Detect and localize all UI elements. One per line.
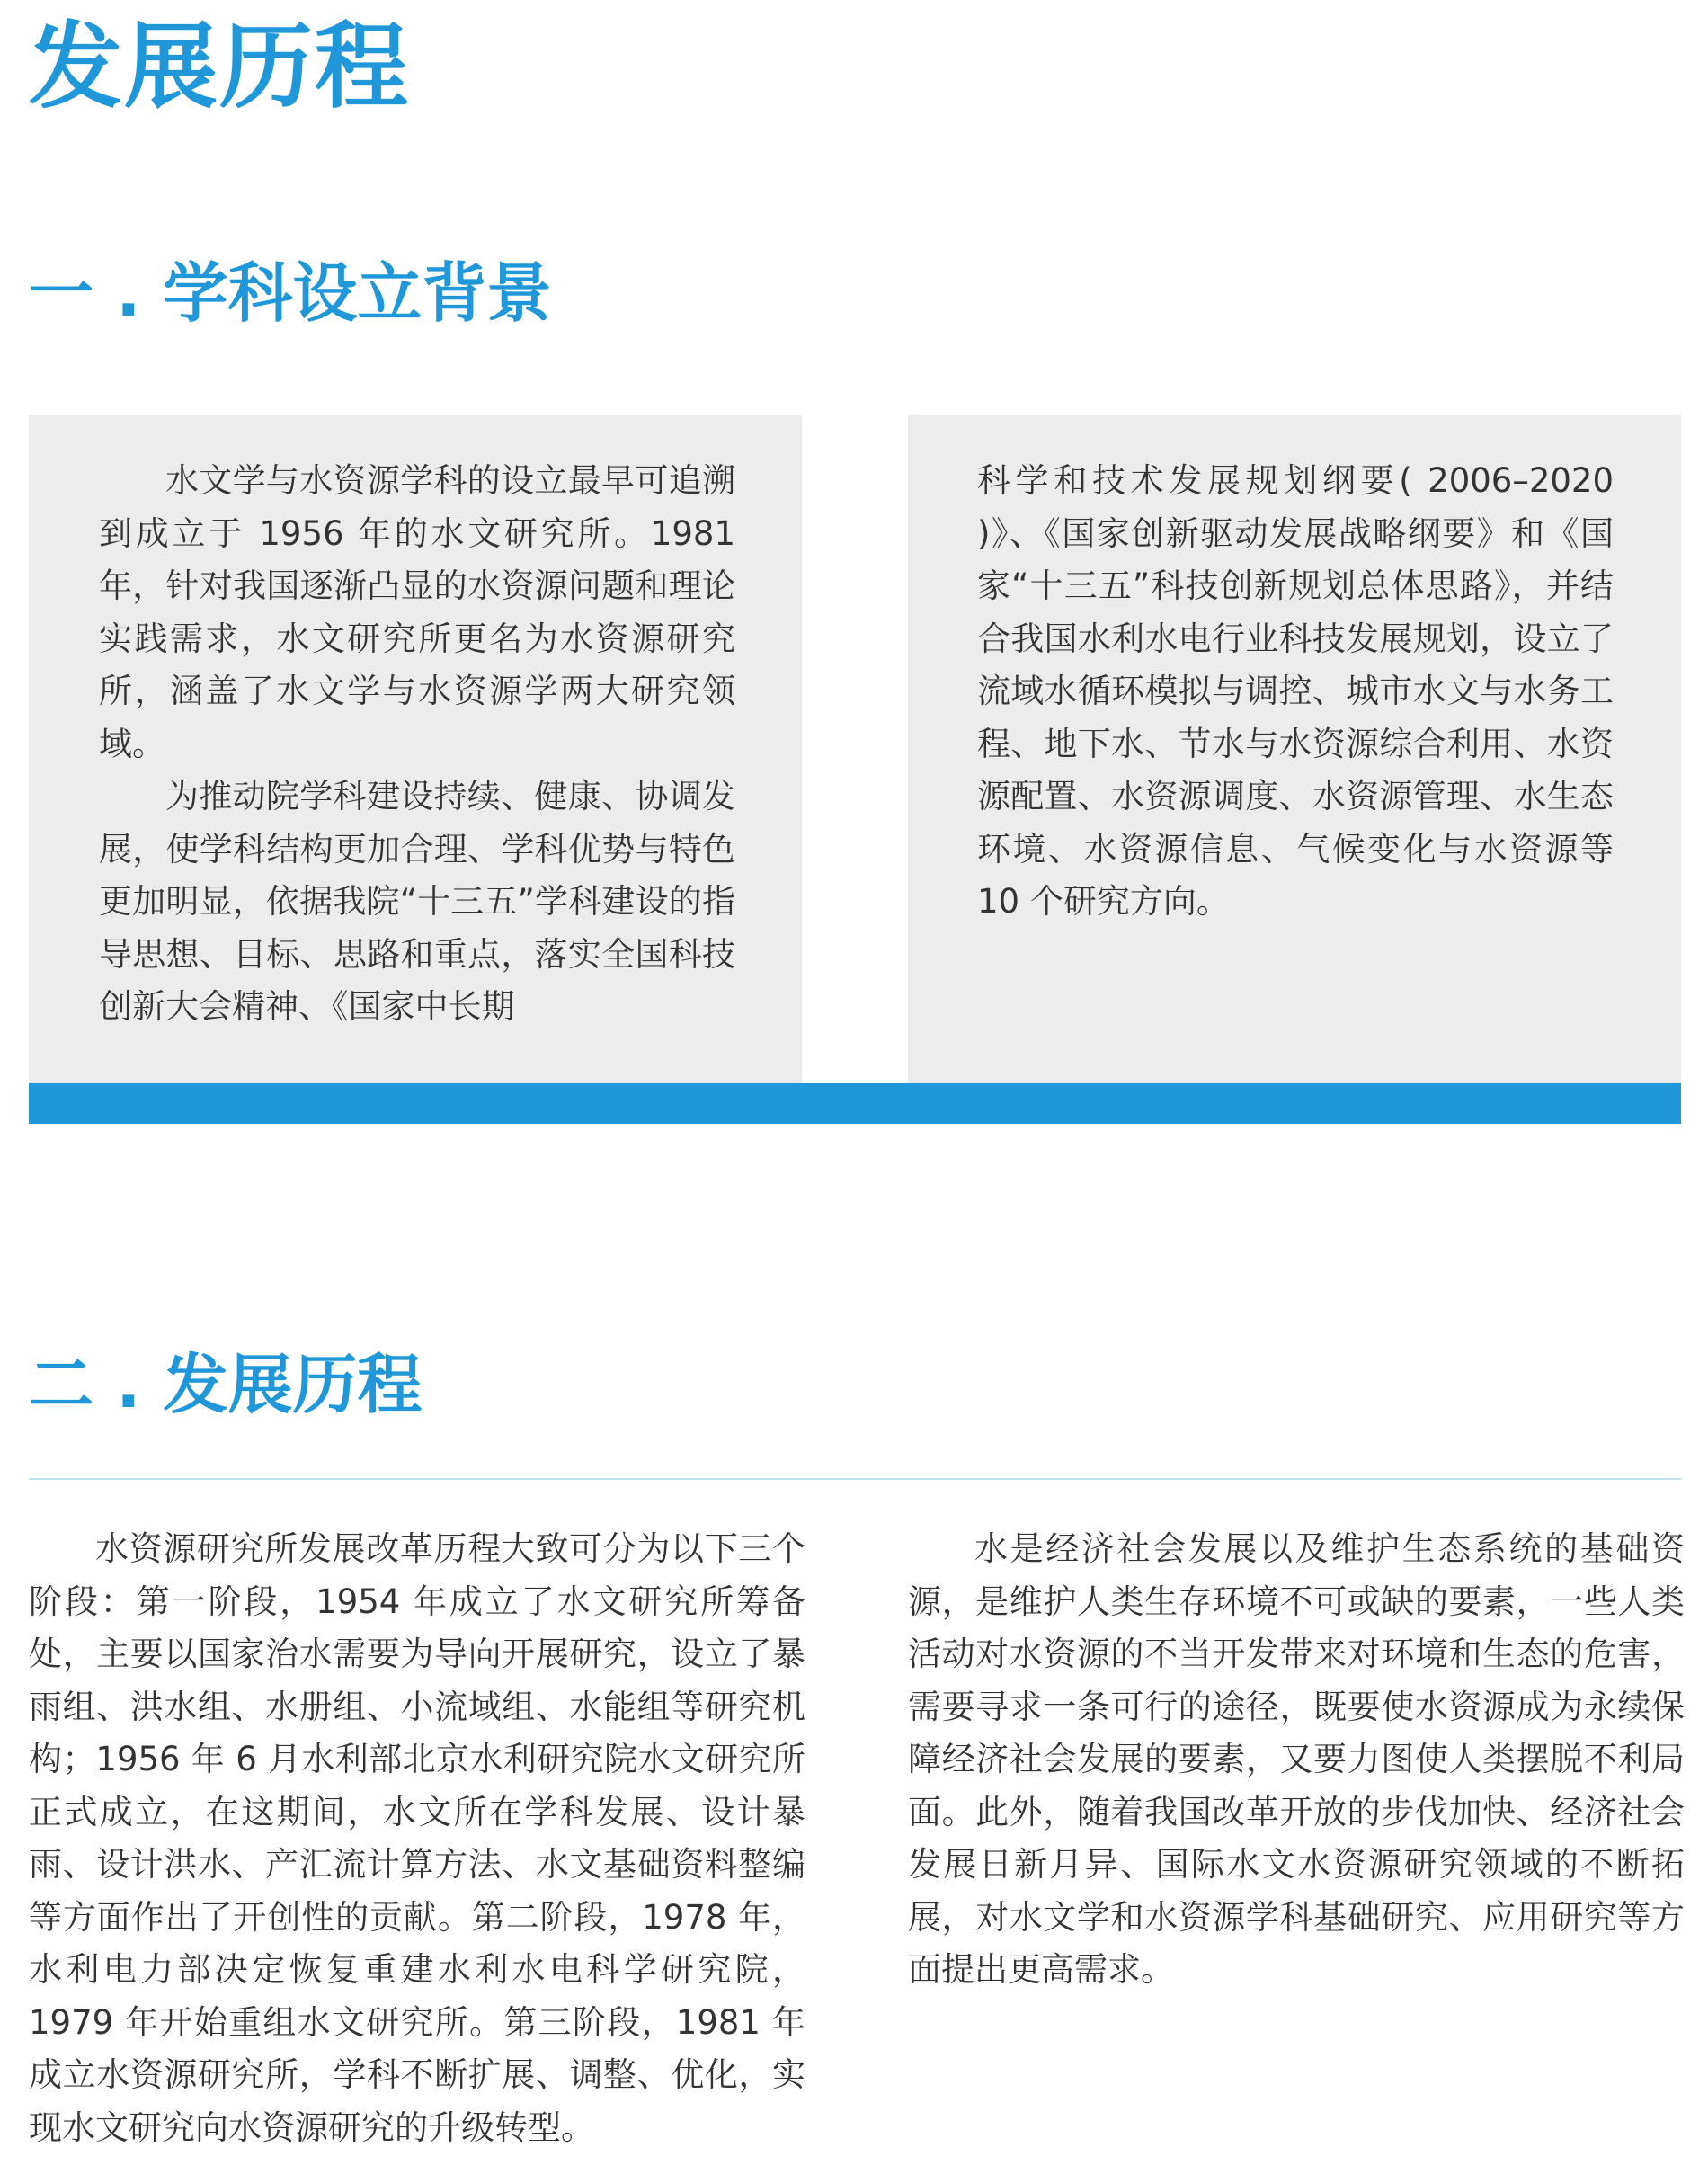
section2-left-paragraph-1: 水资源研究所发展改革历程大致可分为以下三个阶段：第一阶段，1954 年成立了水文研究所筹备处，主要以国家治水需要为导向开展研究，设立了暴雨组、洪水组、水册组、小流域组、水能组等研究机构；1956 年 6 月水利部北京水利研究院水文研究所正式成立，在这期间，水文所在学科发展、设计暴雨、设计洪水、产汇流计算方法、水文基础资料整编等方面作出了开创性的贡献。第二阶段，1978 年，水利电力部决定恢复重建水利水电科学研究院，1979 年开始重组水文研究所。第三阶段，1981 年成立水资源研究所，学科不断扩展、调整、优化，实现水文研究向水资源研究的升级转型。 [29, 1529, 805, 2147]
section1-heading: 一 . 学科设立背景 [29, 255, 552, 331]
page-title: 发展历程 [29, 12, 411, 121]
section2-divider [29, 1478, 1681, 1480]
section1-left-paragraph-2: 为推动院学科建设持续、健康、协调发展，使学科结构更加合理、学科优势与特色更加明显，依据我院“十三五”学科建设的指导思想、目标、思路和重点，落实全国科技创新大会精神、《国家中长期 [99, 777, 735, 1026]
section1-right-paragraph-1: 科学和技术发展规划纲要( 2006–2020 )》、《国家创新驱动发展战略纲要》和《国家“十三五”科技创新规划总体思路》，并结合我国水利水电行业科技发展规划，设立了流域水循环模拟与调控、城市水文与水务工程、地下水、节水与水资源综合利用、水资源配置、水资源调度、水资源管理、水生态环境、水资源信息、气候变化与水资源等 10 个研究方向。 [977, 461, 1614, 921]
section1-right-text [977, 455, 1614, 929]
section2-left-text [29, 1523, 805, 2154]
section1-accent-bar [29, 1083, 1681, 1124]
section1-left-text [99, 455, 735, 1034]
section2-heading: 二 . 发展历程 [29, 1347, 423, 1422]
section1-left-paragraph-1: 水文学与水资源学科的设立最早可追溯到成立于 1956 年的水文研究所。1981 年，针对我国逐渐凸显的水资源问题和理论实践需求，水文研究所更名为水资源研究所，涵盖了水文学与水资源学两大研究领域。 [99, 461, 735, 763]
section2-right-text [908, 1523, 1685, 1997]
section2-right-paragraph-1: 水是经济社会发展以及维护生态系统的基础资源，是维护人类生存环境不可或缺的要素，一些人类活动对水资源的不当开发带来对环境和生态的危害，需要寻求一条可行的途径，既要使水资源成为永续保障经济社会发展的要素，又要力图使人类摆脱不利局面。此外，随着我国改革开放的步伐加快、经济社会发展日新月异、国际水文水资源研究领域的不断拓展，对水文学和水资源学科基础研究、应用研究等方面提出更高需求。 [908, 1529, 1685, 1989]
